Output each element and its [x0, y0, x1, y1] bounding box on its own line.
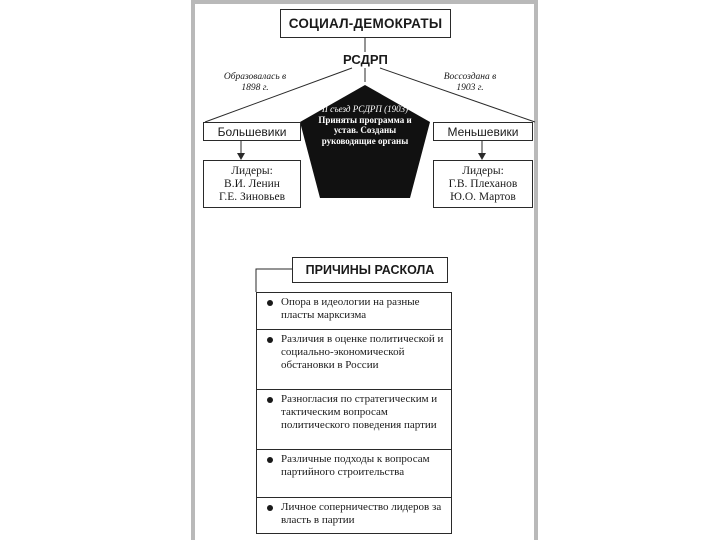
leader-name: В.И. Ленин	[224, 177, 280, 190]
faction-mensheviks: Меньшевики	[433, 122, 533, 141]
reasons-title: ПРИЧИНЫ РАСКОЛА	[292, 257, 448, 283]
reason-text: Разногласия по стратегическим и тактическим вопросам политического поведения партии	[281, 393, 438, 431]
leader-name: Г.Е. Зиновьев	[218, 190, 286, 203]
header-title: СОЦИАЛ-ДЕМОКРАТЫ	[280, 9, 451, 38]
reason-item	[256, 390, 452, 450]
leaders-label: Лидеры:	[231, 164, 273, 177]
congress-title: II съезд РСДРП (1903)	[321, 104, 409, 114]
note-left: Образовалась в 1898 г.	[223, 72, 287, 93]
leaders-mensheviks	[433, 160, 533, 208]
party-name: РСДРП	[343, 52, 388, 67]
reason-item	[256, 450, 452, 498]
reason-text: Опора в идеологии на разные пласты марксизма	[281, 296, 420, 321]
reason-text: Личное соперничество лидеров за власть в партии	[281, 501, 442, 526]
bullet-icon	[267, 397, 273, 403]
reason-item	[256, 330, 452, 390]
note-right: Воссоздана в 1903 г.	[443, 72, 497, 93]
congress-text	[318, 104, 412, 146]
bullet-icon	[267, 505, 273, 511]
leaders-bolsheviks	[203, 160, 301, 208]
leader-name: Г.В. Плеханов	[448, 177, 518, 190]
bullet-icon	[267, 337, 273, 343]
leader-name: Ю.О. Мартов	[450, 190, 516, 203]
congress-body: Приняты программа и устав. Созданы руководящие органы	[318, 114, 412, 146]
faction-bolsheviks: Большевики	[203, 122, 301, 141]
reason-text: Различные подходы к вопросам партийного строительства	[281, 453, 430, 478]
reason-item	[256, 498, 452, 534]
bullet-icon	[267, 457, 273, 463]
reason-text: Различия в оценке политической и социально-экономической обстановки в России	[281, 333, 444, 371]
leaders-label: Лидеры:	[462, 164, 504, 177]
bullet-icon	[267, 300, 273, 306]
reason-item	[256, 292, 452, 330]
